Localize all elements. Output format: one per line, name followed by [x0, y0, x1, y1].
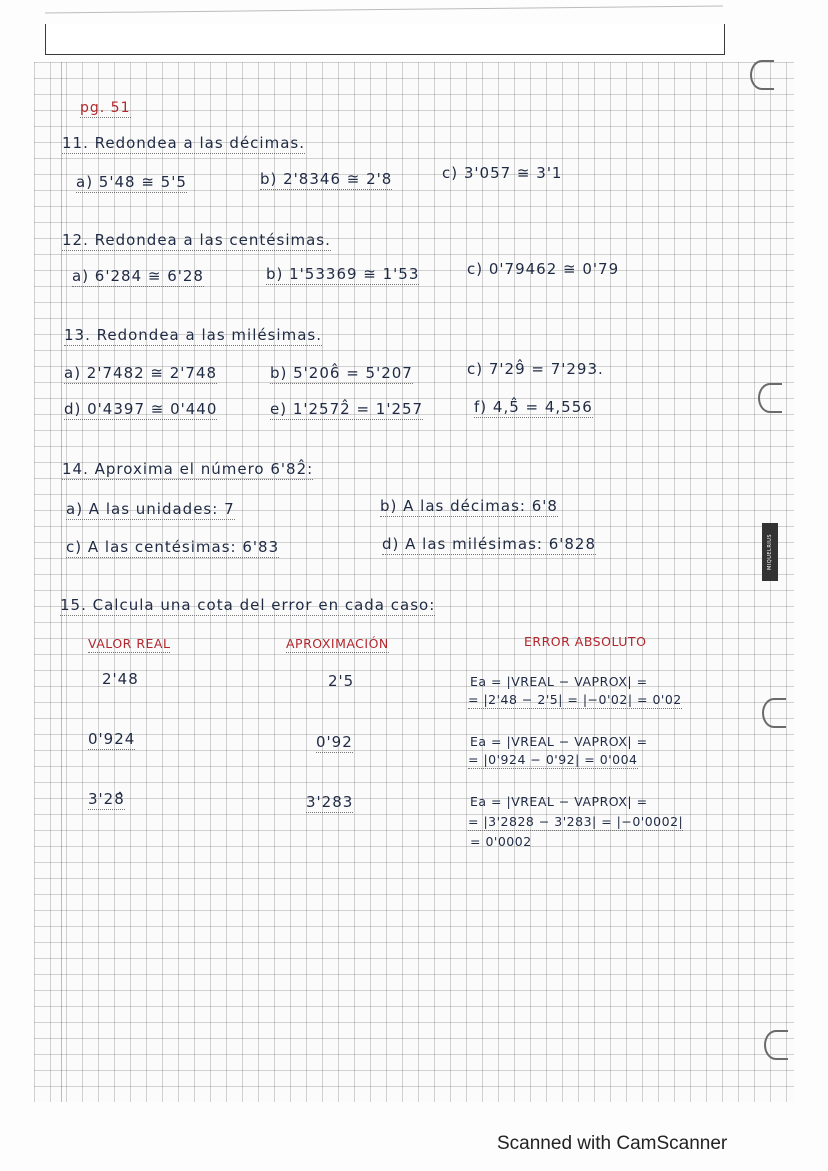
row3-real: 3'28̂ — [88, 790, 125, 808]
header-aproximacion: APROXIMACIÓN — [286, 636, 389, 651]
page-reference: pg. 51 — [80, 100, 131, 116]
ex13-item-d: d) 0'4397 ≅ 0'440 — [64, 400, 218, 418]
row3-err-line3: = 0'0002 — [470, 834, 532, 849]
row3-err-line2: = |3'2828 − 3'283| = |−0'0002| — [468, 814, 684, 829]
row1-approx: 2'5 — [328, 672, 355, 690]
binder-hole-icon — [758, 383, 782, 413]
grid-paper — [34, 62, 794, 1102]
ex13-item-f: f) 4,5̂ = 4,556 — [474, 398, 593, 416]
ex13-item-b: b) 5'206̂ = 5'207 — [270, 364, 413, 382]
brand-tag: MIQUELRIUS — [762, 523, 778, 581]
header-valor-real: VALOR REAL — [88, 636, 171, 651]
header-line — [45, 5, 723, 13]
ex13-item-c: c) 7'29̂ = 7'293. — [467, 360, 604, 378]
ex14-item-c: c) A las centésimas: 6'83 — [66, 538, 280, 556]
ex13-item-a: a) 2'7482 ≅ 2'748 — [64, 364, 218, 382]
ex14-item-a: a) A las unidades: 7 — [66, 500, 235, 518]
ex12-item-b: b) 1'53369 ≅ 1'53 — [266, 265, 420, 283]
row1-err-line2: = |2'48 − 2'5| = |−0'02| = 0'02 — [468, 692, 682, 707]
ex14-title: 14. Aproxima el número 6'82̂: — [62, 460, 314, 478]
binder-hole-icon — [764, 1030, 788, 1060]
ex12-item-a: a) 6'284 ≅ 6'28 — [72, 267, 204, 285]
ex15-title: 15. Calcula una cota del error en cada caso: — [60, 596, 436, 614]
binder-hole-icon — [762, 698, 786, 728]
ex14-item-d: d) A las milésimas: 6'828 — [382, 535, 597, 553]
ex11-item-b: b) 2'8346 ≅ 2'8 — [260, 170, 393, 188]
ex12-item-c: c) 0'79462 ≅ 0'79 — [467, 260, 620, 278]
binder-hole-icon — [750, 60, 774, 90]
margin-line — [61, 62, 62, 1102]
ex12-title: 12. Redondea a las centésimas. — [62, 231, 331, 249]
ex13-item-e: e) 1'2572̂ = 1'257 — [270, 400, 424, 418]
ex14-item-b: b) A las décimas: 6'8 — [380, 497, 558, 515]
scanner-watermark: Scanned with CamScanner — [497, 1133, 728, 1154]
row3-err-line1: Ea = |VREAL − VAPROX| = — [470, 794, 648, 809]
row1-err-line1: Ea = |VREAL − VAPROX| = — [470, 674, 648, 689]
row1-real: 2'48 — [102, 670, 139, 688]
ex13-title: 13. Redondea a las milésimas. — [64, 326, 322, 344]
header-box — [45, 24, 725, 55]
ex11-item-a: a) 5'48 ≅ 5'5 — [76, 173, 187, 191]
ex11-title: 11. Redondea a las décimas. — [62, 134, 305, 152]
header-error-absoluto: ERROR ABSOLUTO — [524, 634, 647, 649]
row2-err-line2: = |0'924 − 0'92| = 0'004 — [468, 752, 638, 767]
ex11-item-c: c) 3'057 ≅ 3'1 — [442, 164, 563, 182]
row2-err-line1: Ea = |VREAL − VAPROX| = — [470, 734, 648, 749]
row3-approx: 3'283 — [306, 793, 354, 811]
row2-approx: 0'92 — [316, 733, 353, 751]
row2-real: 0'924 — [88, 730, 136, 748]
